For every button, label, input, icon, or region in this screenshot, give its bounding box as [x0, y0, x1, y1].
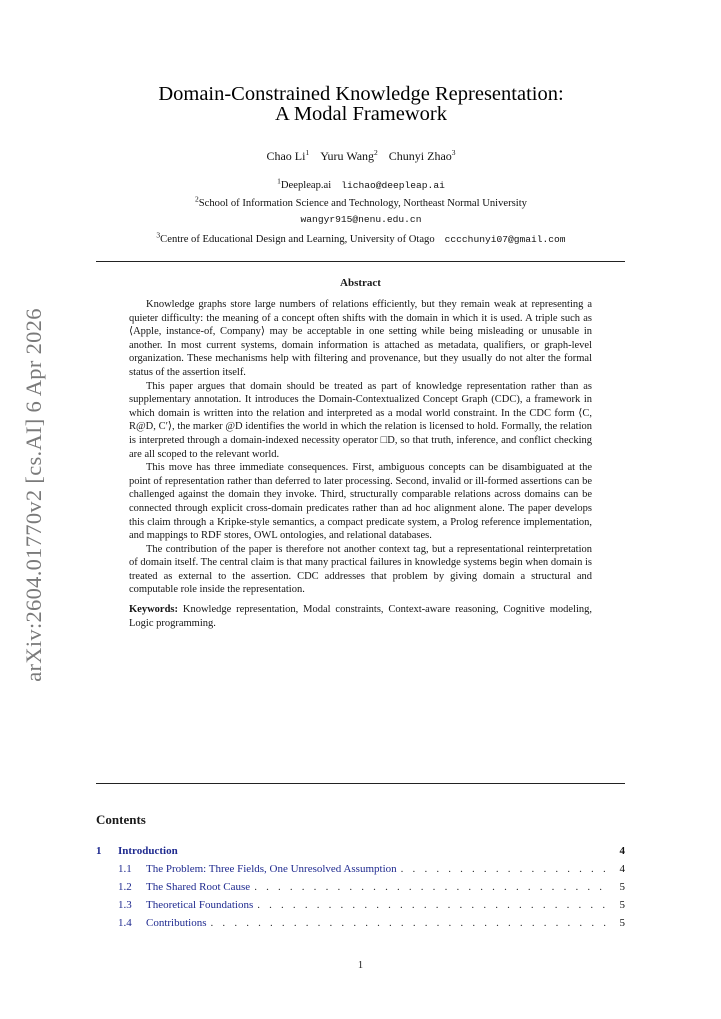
abstract-paragraph-3: This move has three immediate consequences. First, ambiguous concepts can be disambiguated at the point of representation rather than deferred to later processing. Second, invalid or ill-formed assertions can be challenged against the domain they invoke. Third, structurally comparable relations across domains can be connected through explicit cross-domain predicates rather than ad hoc alignment alone. The paper develops this claim through a Kripke-style semantics, a compact predicate system, a Prolog reference implementation, and mappings to RDF stores, OWL ontologies, and relational databases.: [129, 462, 592, 542]
author: Chao Li$^1$: [266, 148, 310, 163]
abstract-paragraph-4: The contribution of the paper is therefore not another context tag, but a representational reinterpretation of domain itself. The central claim is that many practical failures in knowledge systems begin when domain is treated as external to the assertion. CDC addresses that problem by giving domain a structural and computable role inside the representation.: [129, 543, 592, 596]
toc-entry-introduction[interactable]: 1 Introduction 4: [96, 845, 625, 857]
abstract-body: [129, 298, 592, 630]
affiliation-2-email: [90, 214, 632, 225]
affiliation-3: $^3$Centre of Educational Design and Learning, University of Otago cccchunyi07@gmail.com: [156, 230, 566, 245]
title-line-2: A Modal Framework: [275, 103, 447, 125]
author-email[interactable]: wangyr915@nenu.edu.cn: [300, 214, 422, 225]
arxiv-identifier-stamp: [16, 305, 52, 685]
abstract-paragraph-2: This paper argues that domain should be treated as part of knowledge representation rather than as supplementary annotation. It introduces the Domain-Contextualized Concept Graph (CDC), a framework in which domain is written into the relation and interpreted as a modal world constraint. In the CDC form ⟨C, R@D, C′⟩, the marker @D identifies the world in which the relation is licensed to hold. Formally, the relation is interpreted through a domain-indexed necessity operator □D, so that truth, inference, and conflict checking are all scoped to the relevant world.: [129, 380, 592, 460]
toc-entry-the-problem[interactable]: 1.1 The Problem: Three Fields, One Unresolved Assumption . . . 4: [96, 863, 625, 881]
author-list: [96, 149, 626, 164]
author-email[interactable]: cccchunyi07@gmail.com: [444, 234, 566, 245]
top-divider: [96, 261, 625, 262]
arxiv-identifier-text: arXiv:2604.01770v2 [cs.AI] 6 Apr 2026: [21, 308, 46, 682]
author: Chunyi Zhao$^3$: [388, 148, 456, 163]
bottom-divider: [96, 783, 625, 784]
keywords-label: Keywords:: [129, 604, 178, 616]
toc-dot-leader: [254, 881, 607, 893]
toc-entry-shared-root-cause[interactable]: 1.2 The Shared Root Cause . . . 5: [96, 881, 625, 899]
title-line-1: Domain-Constrained Knowledge Representation:: [158, 83, 564, 105]
toc-dot-leader: [401, 863, 607, 875]
author: Yuru Wang$^2$: [320, 148, 378, 163]
toc-dot-leader: [211, 917, 607, 929]
affiliation-1: $^1$Deepleap.ai lichao@deepleap.ai: [277, 176, 445, 191]
table-of-contents: [96, 845, 625, 935]
toc-entry-contributions[interactable]: 1.4 Contributions . . . 5: [96, 917, 625, 935]
affiliation-2: $^2$School of Information Science and Technology, Northeast Normal University: [195, 194, 527, 209]
abstract-paragraph-1: Knowledge graphs store large numbers of relations efficiently, but they remain weak at representing a quieter difficulty: the meaning of a concept often shifts with the domain in which it is used. A triple such as ⟨Apple, instance-of, Company⟩ may be acceptable in one setting while being misleading or unusable in another. In most current systems, domain information is attached as metadata, qualifiers, or graph-level organization. These mechanisms help with filtering and provenance, but they usually do not alter the formal status of the assertion itself.: [129, 299, 592, 378]
page-number: 1: [357, 960, 364, 971]
toc-dot-leader: [257, 899, 607, 911]
keywords-list: Knowledge representation, Modal constraints, Context-aware reasoning, Cognitive modeling, Logic programming.: [129, 604, 592, 629]
abstract-heading: Abstract: [340, 277, 381, 289]
contents-heading: Contents: [96, 812, 146, 827]
toc-entry-theoretical-foundations[interactable]: 1.3 Theoretical Foundations . . . 5: [96, 899, 625, 917]
author-email[interactable]: lichao@deepleap.ai: [341, 180, 445, 191]
keywords: [129, 603, 592, 630]
paper-title: [96, 84, 626, 124]
